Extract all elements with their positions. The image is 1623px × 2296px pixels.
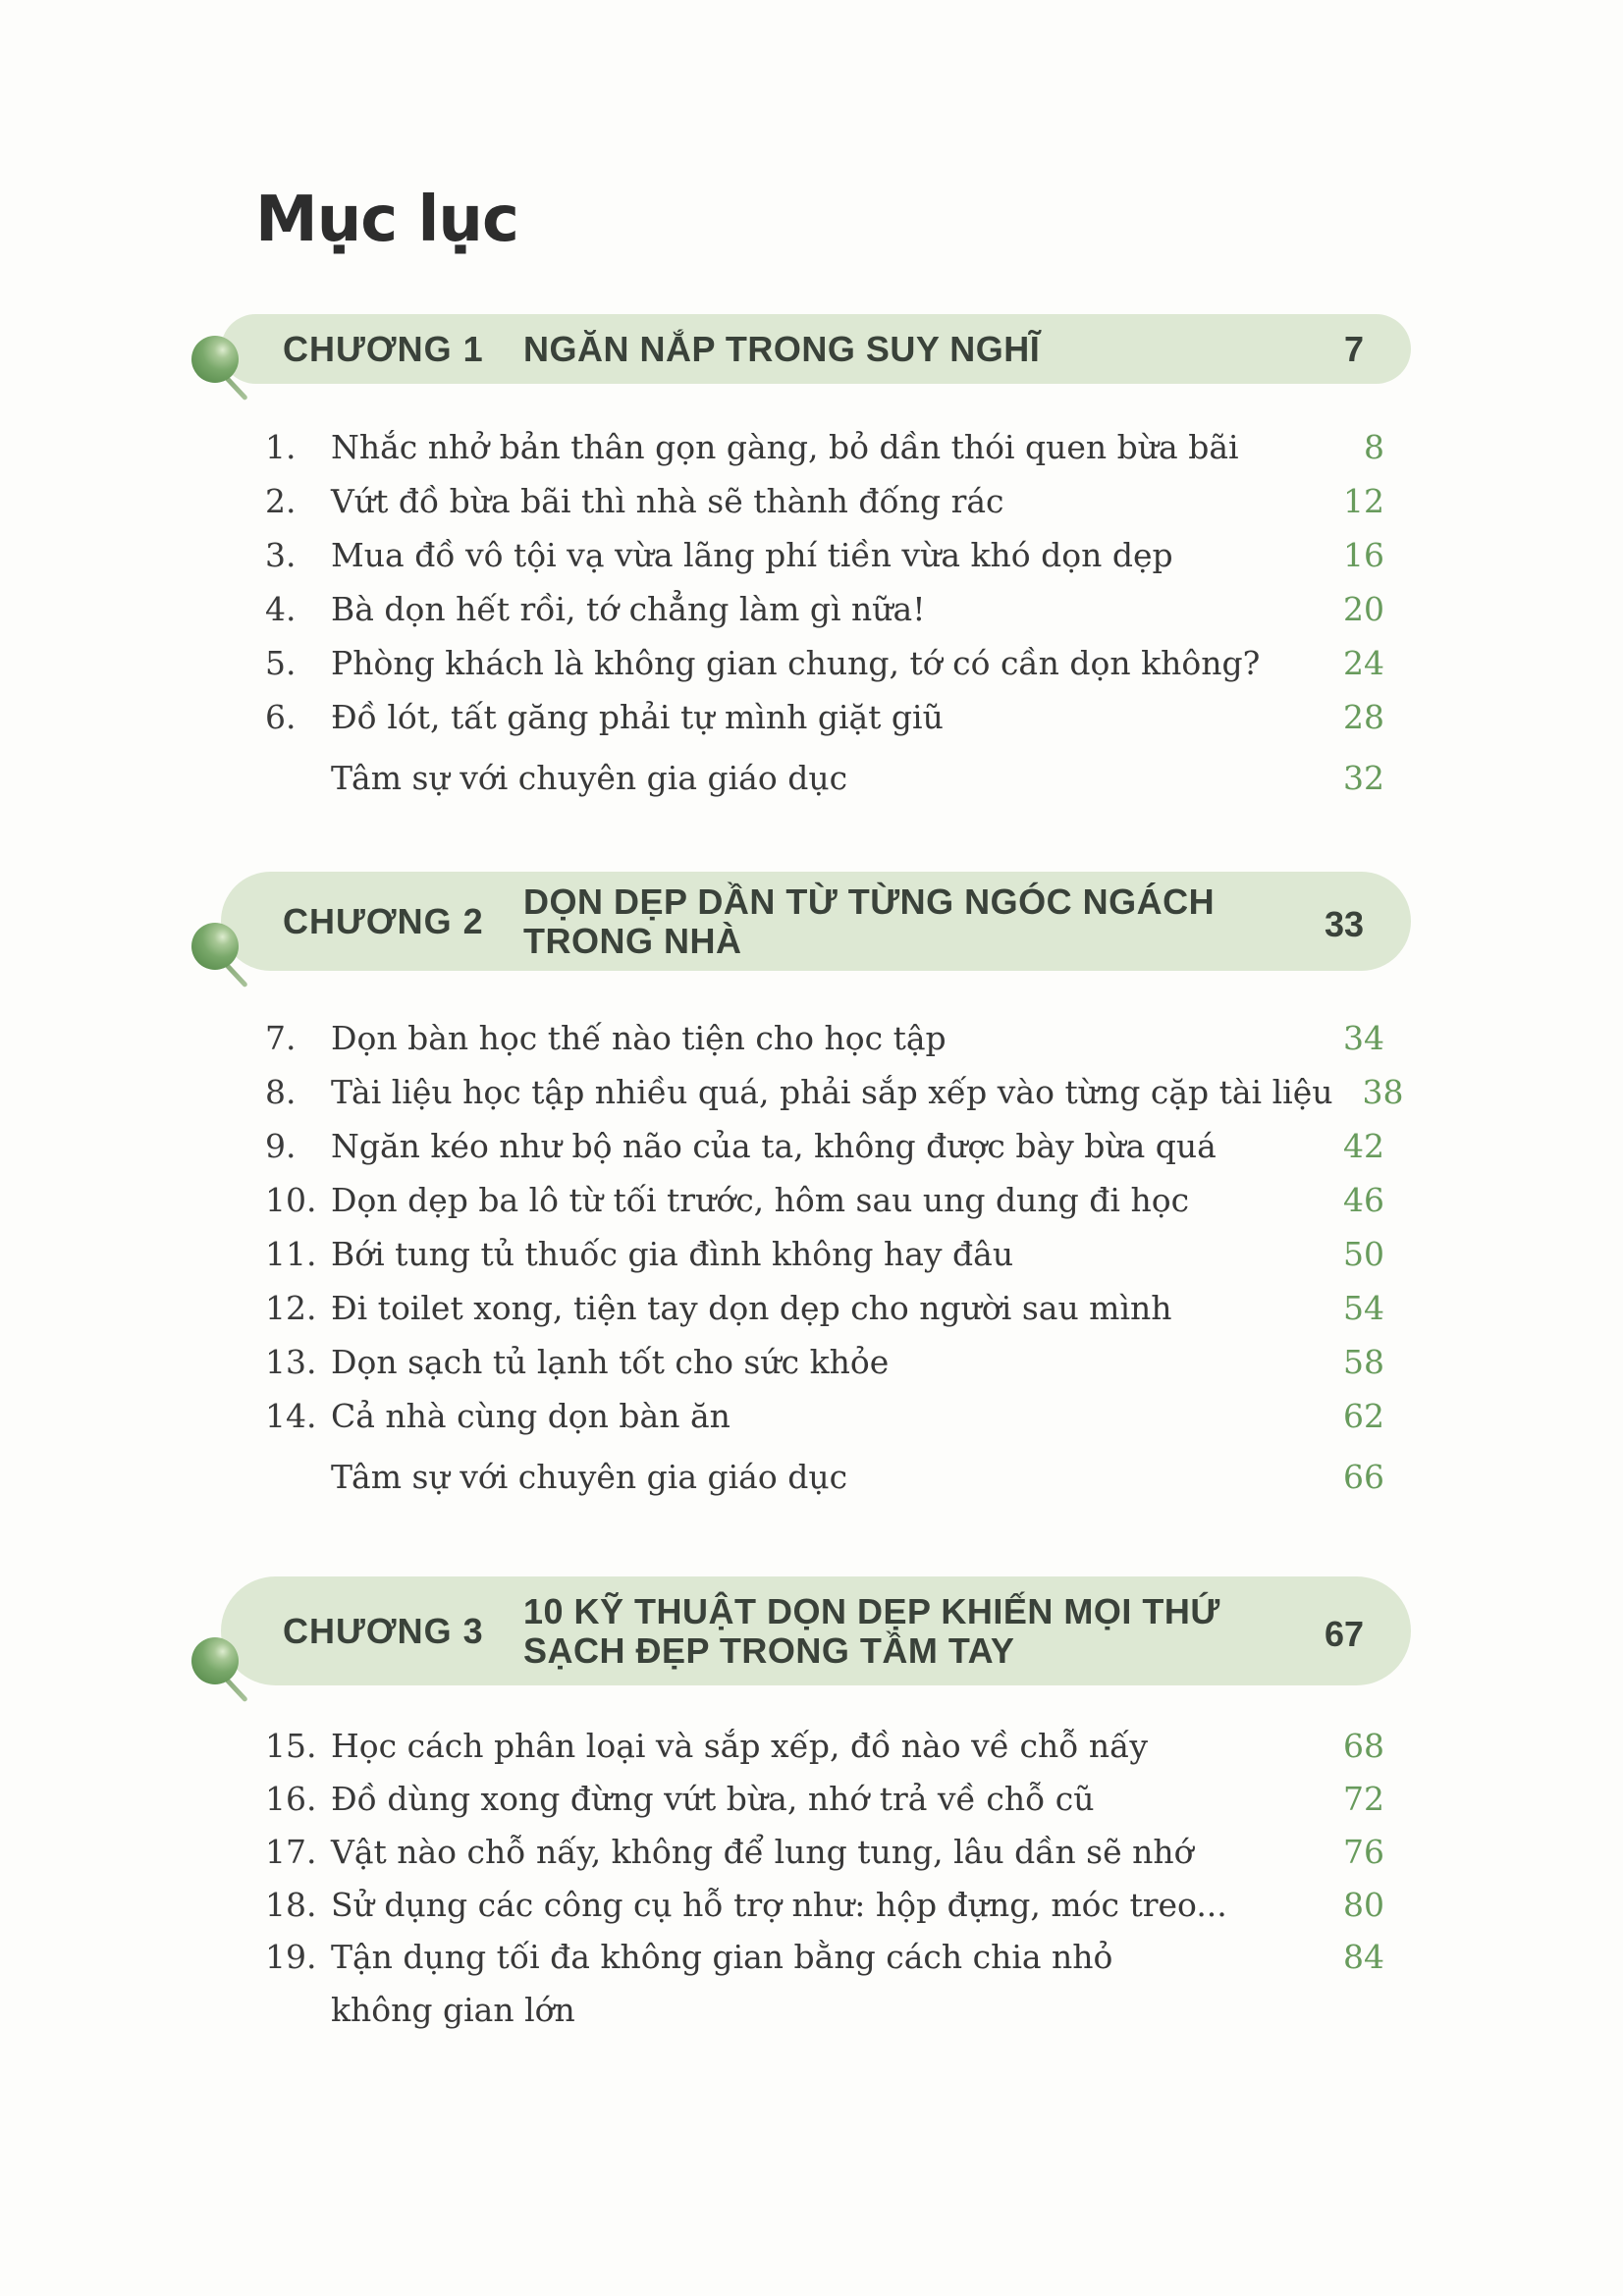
toc-row [265, 1335, 1384, 1389]
item-number: 19. [265, 1938, 317, 1976]
chapter-3-header [221, 1576, 1411, 1685]
push-pin-icon [191, 336, 239, 383]
pin-ball [191, 1637, 239, 1684]
item-title: Vật nào chỗ nấy, không để lung tung, lâu dần sẽ nhớ [331, 1832, 1194, 1871]
item-number: 5. [265, 644, 297, 682]
item-title: Bà dọn hết rồi, tớ chẳng làm gì nữa! [331, 590, 926, 628]
item-page-number: 20 [1343, 590, 1384, 628]
item-title: Tài liệu học tập nhiều quá, phải sắp xếp vào từng cặp tài liệu [331, 1073, 1333, 1111]
item-number: 16. [265, 1779, 317, 1818]
toc-row [265, 1173, 1384, 1227]
item-number: 9. [265, 1127, 297, 1165]
item-page-number: 8 [1364, 428, 1384, 466]
item-page-number: 12 [1343, 482, 1384, 520]
item-page-number: 58 [1343, 1343, 1384, 1381]
chapter-2-header [221, 872, 1411, 971]
chapter-title: DỌN DẸP DẦN TỪ TỪNG NGÓC NGÁCH TRONG NHÀ [523, 881, 1216, 961]
pin-ball [191, 923, 239, 970]
item-number: 3. [265, 536, 297, 574]
item-number: 15. [265, 1726, 317, 1765]
item-page-number: 84 [1343, 1938, 1384, 1976]
item-title: Vứt đồ bừa bãi thì nhà sẽ thành đống rác [331, 482, 1004, 520]
item-title: Đồ dùng xong đừng vứt bừa, nhớ trả về chỗ cũ [331, 1779, 1095, 1818]
item-title: Học cách phân loại và sắp xếp, đồ nào về chỗ nấy [331, 1726, 1149, 1765]
item-title: Sử dụng các công cụ hỗ trợ như: hộp đựng, móc treo... [331, 1885, 1227, 1924]
chapter-3-items [265, 1719, 1384, 2029]
item-title: Tâm sự với chuyên gia giáo dục [331, 1458, 848, 1496]
item-number: 13. [265, 1343, 317, 1381]
item-number: 10. [265, 1181, 317, 1219]
chapter-title: 10 KỸ THUẬT DỌN DẸP KHIẾN MỌI THỨ SẠCH ĐẸP TRONG TẦM TAY [523, 1590, 1220, 1671]
item-number: 1. [265, 428, 297, 466]
chapter-2-items [265, 1011, 1404, 1504]
item-page-number: 16 [1343, 536, 1384, 574]
item-title: Đi toilet xong, tiện tay dọn dẹp cho người sau mình [331, 1289, 1172, 1327]
toc-row [265, 1119, 1384, 1173]
toc-row [265, 474, 1384, 528]
toc-row-expert-talk [265, 1450, 1384, 1504]
chapter-1-items [265, 420, 1384, 805]
chapter-label: CHƯƠNG 2 [283, 900, 484, 941]
chapter-page-number: 33 [1324, 903, 1364, 944]
toc-row [265, 1931, 1384, 2029]
toc-row [265, 528, 1384, 582]
item-page-number: 28 [1343, 698, 1384, 736]
item-page-number: 24 [1343, 644, 1384, 682]
chapter-page-number: 67 [1324, 1613, 1364, 1654]
item-title: Đồ lót, tất găng phải tự mình giặt giũ [331, 698, 944, 736]
toc-row [265, 1227, 1384, 1281]
chapter-label: CHƯƠNG 1 [283, 328, 484, 369]
item-title: Tận dụng tối đa không gian bằng cách chia nhỏ không gian lớn [331, 1938, 1113, 2029]
item-page-number: 80 [1343, 1885, 1384, 1924]
item-page-number: 38 [1362, 1073, 1404, 1111]
item-page-number: 54 [1343, 1289, 1384, 1327]
item-number: 7. [265, 1019, 297, 1057]
toc-row [265, 1719, 1384, 1772]
item-title: Ngăn kéo như bộ não của ta, không được bày bừa quá [331, 1127, 1217, 1165]
item-title: Dọn sạch tủ lạnh tốt cho sức khỏe [331, 1343, 890, 1381]
item-title: Cả nhà cùng dọn bàn ăn [331, 1397, 730, 1435]
item-title: Dọn dẹp ba lô từ tối trước, hôm sau ung dung đi học [331, 1181, 1190, 1219]
item-number: 17. [265, 1832, 317, 1871]
toc-row [265, 1772, 1384, 1825]
item-number: 8. [265, 1073, 297, 1111]
push-pin-icon [191, 1637, 239, 1684]
item-number: 6. [265, 698, 297, 736]
page-title: Mục lục [255, 184, 518, 256]
chapter-page-number: 7 [1343, 328, 1364, 369]
item-page-number: 76 [1343, 1832, 1384, 1871]
item-number: 14. [265, 1397, 317, 1435]
toc-row-expert-talk [265, 751, 1384, 805]
item-page-number: 72 [1343, 1779, 1384, 1818]
item-page-number: 62 [1343, 1397, 1384, 1435]
item-page-number: 32 [1343, 759, 1384, 797]
toc-row [265, 1825, 1384, 1878]
item-title: Nhắc nhở bản thân gọn gàng, bỏ dần thói quen bừa bãi [331, 428, 1239, 466]
item-page-number: 46 [1343, 1181, 1384, 1219]
item-number: 12. [265, 1289, 317, 1327]
toc-row [265, 690, 1384, 744]
toc-row [265, 1389, 1384, 1443]
item-number: 18. [265, 1885, 317, 1924]
item-title: Mua đồ vô tội vạ vừa lãng phí tiền vừa khó dọn dẹp [331, 536, 1173, 574]
item-number: 11. [265, 1235, 317, 1273]
item-page-number: 66 [1343, 1458, 1384, 1496]
toc-row [265, 1011, 1384, 1065]
item-number: 4. [265, 590, 297, 628]
toc-row [265, 1878, 1384, 1931]
chapter-label: CHƯƠNG 3 [283, 1610, 484, 1651]
item-title: Bới tung tủ thuốc gia đình không hay đâu [331, 1235, 1014, 1273]
chapter-title: NGĂN NẮP TRONG SUY NGHĨ [523, 328, 1041, 369]
item-number: 2. [265, 482, 297, 520]
pin-ball [191, 336, 239, 383]
item-page-number: 42 [1343, 1127, 1384, 1165]
item-page-number: 34 [1343, 1019, 1384, 1057]
item-title: Tâm sự với chuyên gia giáo dục [331, 759, 848, 797]
chapter-1-header [221, 314, 1411, 384]
toc-row [265, 420, 1384, 474]
toc-row [265, 582, 1384, 636]
push-pin-icon [191, 923, 239, 970]
toc-row [265, 636, 1384, 690]
item-page-number: 50 [1343, 1235, 1384, 1273]
toc-row [265, 1281, 1384, 1335]
item-title: Dọn bàn học thế nào tiện cho học tập [331, 1019, 947, 1057]
item-title: Phòng khách là không gian chung, tớ có cần dọn không? [331, 644, 1261, 682]
item-page-number: 68 [1343, 1726, 1384, 1765]
toc-row [265, 1065, 1404, 1119]
